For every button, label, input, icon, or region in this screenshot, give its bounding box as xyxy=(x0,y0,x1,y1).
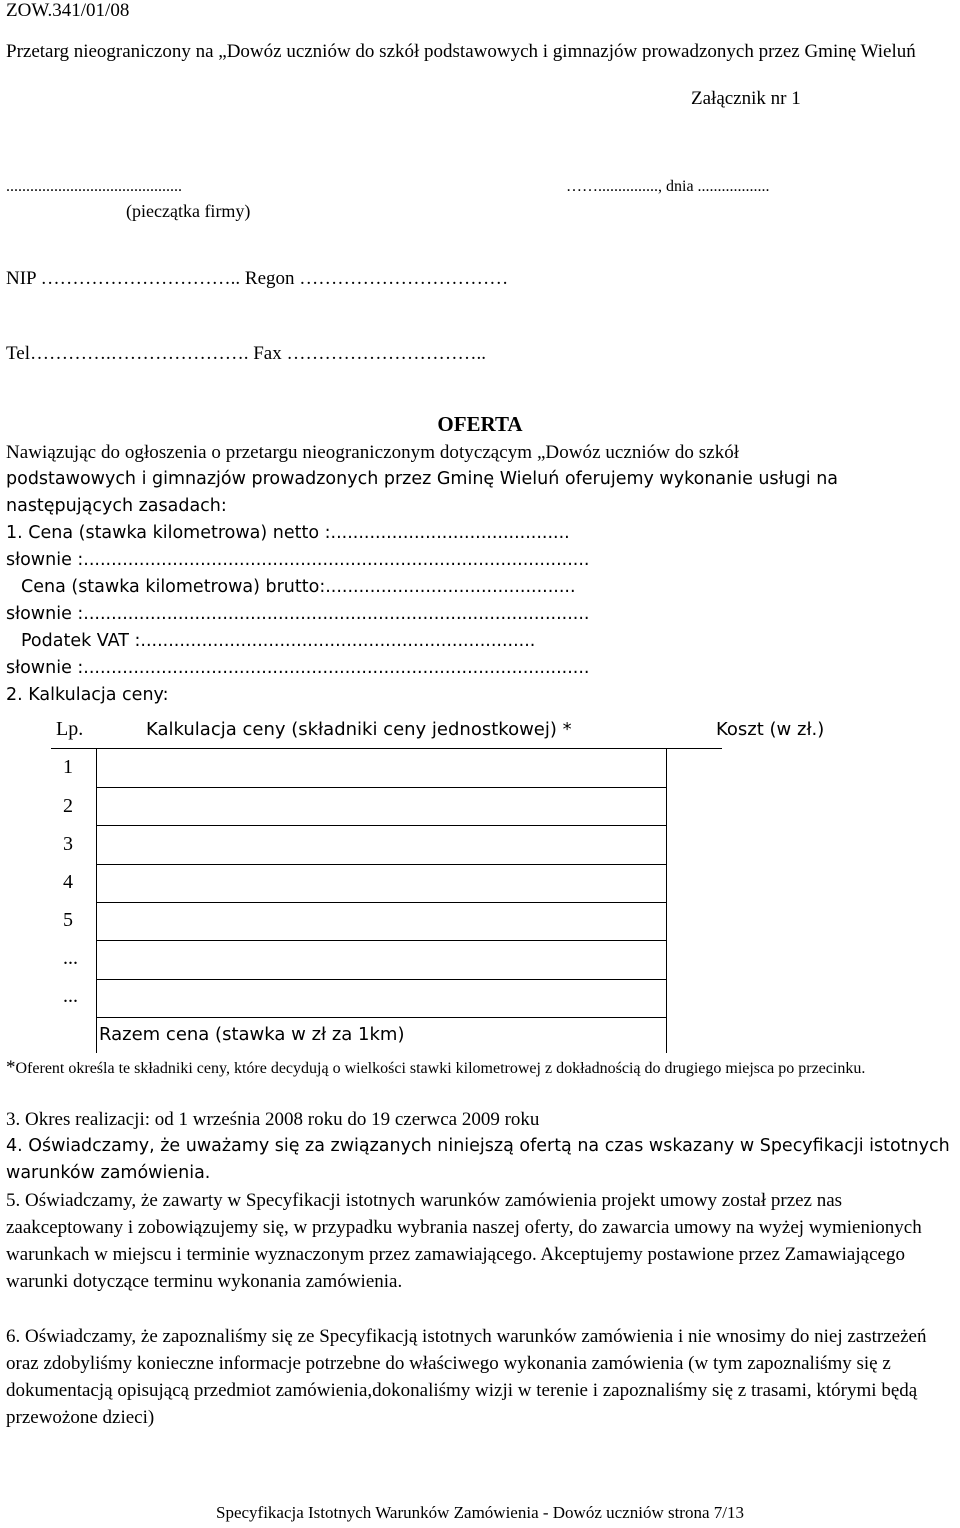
table-row-number: 3 xyxy=(63,833,73,855)
nip-regon-line: NIP ………………………….. Regon …………………………… xyxy=(6,268,509,289)
point-4: 4. Oświadczamy, że uważamy się za związanych niniejszą ofertą na czas wskazany w Specyfikacji istotnych warunków zamówienia. xyxy=(6,1136,950,1183)
net-price-words: słownie :........................................................................................... xyxy=(6,550,590,570)
footnote xyxy=(6,1058,960,1079)
vat-words: słownie :........................................................................................... xyxy=(6,658,590,678)
gross-price-line: Cena (stawka kilometrowa) brutto:............................................. xyxy=(21,577,576,597)
footnote-star: * xyxy=(6,1057,16,1078)
footnote-text: Oferent określa te składniki ceny, które decydują o wielkości stawki kilometrowej z dokładnością do drugiego miejsca po przecinku. xyxy=(15,1060,866,1077)
gross-price-words: słownie :........................................................................................... xyxy=(6,604,590,624)
table-row-number: 4 xyxy=(63,871,73,893)
date-placeholder: ……..............., dnia .................. xyxy=(566,178,770,195)
intro-line: Nawiązując do ogłoszenia o przetargu nieograniczonym dotyczącym „Dowóz uczniów do szkół xyxy=(6,442,740,463)
point-3: 3. Okres realizacji: od 1 września 2008 roku do 19 czerwca 2009 roku xyxy=(6,1109,540,1130)
offer-heading: OFERTA xyxy=(437,412,523,436)
table-row-number: 2 xyxy=(63,795,73,817)
table-row-number: 1 xyxy=(63,756,73,778)
annex-label: Załącznik nr 1 xyxy=(691,88,801,109)
intro-line: następujących zasadach: xyxy=(6,496,227,516)
point-5: 5. Oświadczamy, że zawarty w Specyfikacji istotnych warunków zamówienia projekt umowy został przez nas zaakceptowany i zobowiązujemy się, w przypadku wybrania naszej oferty, do zawarcia umowy na wyżej wymienionych warunkach w miejscu i terminie wyznaczonym przez zamawiającego. Akceptujemy postawione przez Zamawiającego warunki dotyczące terminu wykonania zamówienia. xyxy=(6,1190,922,1292)
net-price-line: 1. Cena (stawka kilometrowa) netto :........................................... xyxy=(6,523,570,543)
tender-title: Przetarg nieograniczony na „Dowóz uczniów do szkół podstawowych i gimnazjów prowadzonych przez Gminę Wieluń xyxy=(6,41,916,62)
point-6: 6. Oświadczamy, że zapoznaliśmy się ze Specyfikacją istotnych warunków zamówienia i nie wnosimy do niej zastrzeżeń oraz zdobyliśmy konieczne informacje potrzebne do właściwego wykonania zamówienia (w tym zapoznaliśmy się z dokumentacją opisującą przedmiot zamówienia,dokonaliśmy wizji w terenie i zapoznaliśmy się z trasami, którymi będą przewożone dzieci) xyxy=(6,1326,927,1428)
document-id: ZOW.341/01/08 xyxy=(6,0,130,21)
table-row-number: 5 xyxy=(63,909,73,931)
stamp-label: (pieczątka firmy) xyxy=(126,201,251,221)
table-total-label: Razem cena (stawka w zł za 1km) xyxy=(99,1024,405,1045)
table-header-description: Kalkulacja ceny (składniki ceny jednostkowej) * xyxy=(146,719,572,740)
calc-heading: 2. Kalkulacja ceny: xyxy=(6,685,169,705)
vat-line: Podatek VAT :....................................................................... xyxy=(21,631,536,651)
intro-line: podstawowych i gimnazjów prowadzonych przez Gminę Wieluń oferujemy wykonanie usługi na xyxy=(6,469,839,489)
page-footer: Specyfikacja Istotnych Warunków Zamówienia - Dowóz uczniów strona 7/13 xyxy=(215,1503,744,1522)
table-header-cost: Koszt (w zł.) xyxy=(716,719,825,740)
table-row-number: ... xyxy=(63,947,78,969)
stamp-placeholder: ............................................ xyxy=(6,178,182,195)
table-row-number: ... xyxy=(63,985,78,1007)
table-header-lp: Lp. xyxy=(56,718,84,740)
tel-fax-line: Tel………….…………………. Fax ………………………….. xyxy=(6,343,486,364)
